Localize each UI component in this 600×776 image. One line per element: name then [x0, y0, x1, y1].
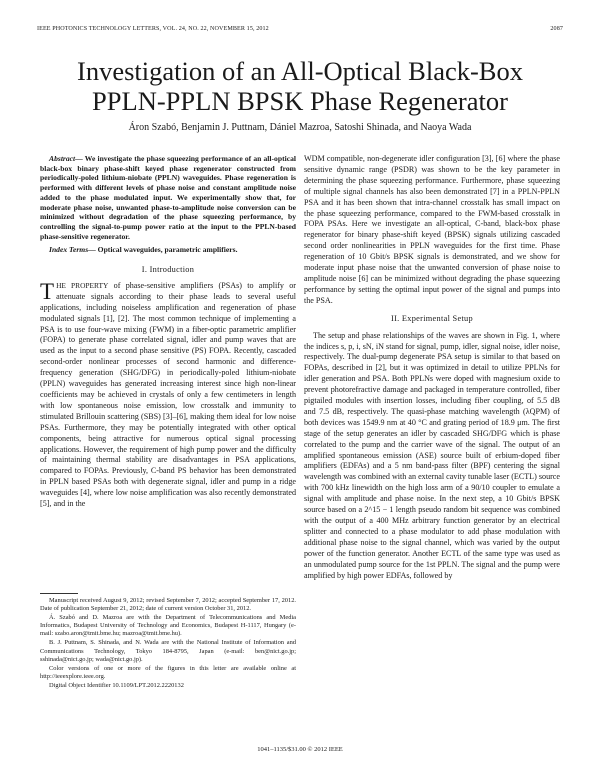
copyright-footer: 1041–1135/$31.00 © 2012 IEEE: [257, 746, 343, 753]
abstract-text: — We investigate the phase squeezing performance of an all-optical black-box binary phase-shift keyed phase regenerator constructed from periodically-poled lithium-niobate (PPLN) waveguides. Phase regeneration is performed with different levels of phase noise and constant amplitude noise added to the phase modulated input. We experimentally show that, for moderate phase noise, unwanted phase-to-amplitude noise conversion can be minimized without degradation of the phase squeezing performance, by controlling the signal-to-pump power ratio at the input to the PPLN-based phase-sensitive regenerator.: [40, 154, 296, 241]
right-column: [304, 154, 560, 581]
intro-paragraph-continued: WDM compatible, non-degenerate idler configuration [3], [6] where the phase sensitive dynamic range (PSDR) was shown to be the key parameter in determining the phase squeezing performance. Furthermore, phase squeezing of multiple signal channels has also been demonstrated [7] in a PPLN-PPLN PSA and it has been shown that intra-channel crosstalk has small impact on the phase squeezing performance, compared to the FWM-based crosstalk in FOPA PSAs. Here we investigate an all-optical, C-band, black-box phase regenerator for binary phase-shift keyed (BPSK) signals utilizing cascaded second order nonlinearities in PPLN waveguides for the first time. Phase regeneration of 10 Gbit/s BPSK signals is demonstrated, and we show for moderate input phase noise that the unwanted conversion of phase noise to amplitude noise [6] can be minimized without degrading the phase squeezing performance by setting the optimal input power of the signal and pumps into the PSA.: [304, 154, 560, 305]
footnotes: [40, 597, 296, 691]
footnote-affiliation-nict: B. J. Puttnam, S. Shinada, and N. Wada are with the National Institute of Information and Communications Technology, Tokyo 184-8795, Japan (e-mail: ben@nict.go.jp; sshinada@nict.go.jp; wada@nict.go.jp).: [40, 639, 296, 663]
section-heading-experimental-setup: II. Experimental Setup: [391, 313, 473, 323]
paper-title: [40, 56, 560, 116]
index-terms-text: — Optical waveguides, parametric amplifiers.: [88, 245, 238, 255]
setup-paragraph: The setup and phase relationships of the waves are shown in Fig. 1, where the indices s, p, i, sN, iN stand for signal, pump, idler, signal noise, idler noise, respectively. The dual-pump degenerate PSA setup is similar to that based on FOPAs, described in [2], but it was optimized in detail to utilize PPLNs for idler generation and PSA. Both PPLNs were doped with magnesium oxide to prevent photorefractive damage and packaged in temperature controlled, fiber pigtailed modules with insertion losses, including fiber coupling, of 5.5 dB and 7.5 dB, respectively. The quasi-phase matching wavelength (λQPM) of both devices was 1549.9 nm at 40 °C and grating period of 18.9 μm. The first stage of the setup generates an idler by cascaded SHG/DFG which is phase correlated to the pump and the carrier wave of the signal. The output of an amplified spontaneous emission (ASE) source built of erbium-doped fiber amplifiers (EDFAs) and a 5 nm band-pass filter (BPF) centering the signal wavelength was combined with an external cavity tunable laser (ECTL) source with 700 kHz linewidth on the high loss arm of a 90/10 coupler to emulate a signal with amplitude and phase noise. In the next step, a 10 Gbit/s BPSK source based on a 2^15 − 1 length pseudo random bit sequence was combined with the output of a 400 MHz arbitrary function generator by an electrical splitter and connected to a phase modulator to add phase modulation with additional phase noise to the signal channel, which was varied by the output power of the function generator. Another ECTL of the same type was used as an unmodulated pump source for the 1st PPLN. The signal and the pump were amplified by high power EDFAs, followed by: [304, 330, 560, 580]
intro-paragraph: [40, 278, 296, 510]
author-list: Áron Szabó, Benjamin J. Puttnam, Dániel Mazroa, Satoshi Shinada, and Naoya Wada: [128, 122, 472, 133]
footnote-doi: Digital Object Identifier 10.1109/LPT.2012.2220132: [49, 681, 184, 689]
abstract: [40, 154, 296, 241]
running-header: [37, 26, 563, 36]
journal-citation: IEEE PHOTONICS TECHNOLOGY LETTERS, VOL. 24, NO. 22, NOVEMBER 15, 2012: [37, 26, 269, 32]
intro-text: of phase-sensitive amplifiers (PSAs) to amplify or attenuate signals according to their phase leads to several useful applications, including noiseless amplification and regeneration of phase modulated signals [1], [2]. The most common technique of implementing a PSA is to use four-wave mixing (FWM) in a fiber-optic parametric amplifier (FOPA) to generate phase correlated signal, idler and pump waves that are used as the input to a second phase sensitive (PS) FOPA. Recently, cascaded second-order nonlinear processes of second harmonic and difference-frequency generation (SHG/DFG) in periodically-poled lithium-niobate (PPLN) waveguides has generated increasing interest since high non-linear coefficients may be achieved in crystals of only a few centimeters in length with low spontaneous noise emission, low crosstalk and immunity to stimulated Brillouin scattering (SBS) [3]–[6], making them ideal for low noise PSAs. Furthermore, they may be potentially integrated with other optical components, being attractive for numerous optical signal processing applications. However, the requirement of high pump power and the difficulty of maintaining thermal stability are disadvantages in PSA applications, compared to FOPAs. Previously, C-band PS behavior has been demonstrated in PPLN based PSAs both with degenerate signal, idler and pump in a ridge waveguides [4], where low noise amplification was also recently demonstrated [5], and in the: [40, 280, 296, 509]
footnote-color-versions: Color versions of one or more of the figures in this letter are available online at http://ieeexplore.ieee.org.: [40, 664, 296, 680]
title-line-1: Investigation of an All-Optical Black-Box: [77, 56, 523, 86]
drop-cap: T: [40, 278, 55, 304]
title-line-2: PPLN-PPLN BPSK Phase Regenerator: [92, 86, 508, 116]
footnote-rule: [40, 593, 78, 594]
page-number: 2087: [550, 26, 563, 32]
index-terms-label: Index Terms: [49, 245, 89, 255]
footnote-manuscript: Manuscript received August 9, 2012; revised September 7, 2012; accepted September 17, 2012. Date of publication September 21, 2012; date of current version October 31, 2012.: [40, 597, 296, 613]
index-terms: [40, 245, 296, 255]
footnote-affiliation-bme: Á. Szabó and D. Mazroa are with the Department of Telecommunications and Media Informatics, Budapest University of Technology and Economics, Budapest H-1117, Hungary (e-mail: szabo.aron@tmit.bme.hu; mazroa@tmit.bme.hu).: [40, 614, 296, 638]
section-heading-introduction: I. Introduction: [141, 265, 195, 275]
abstract-label: Abstract: [49, 154, 76, 163]
left-column: [40, 154, 296, 510]
lead-words: HE PROPERTY: [56, 280, 109, 290]
